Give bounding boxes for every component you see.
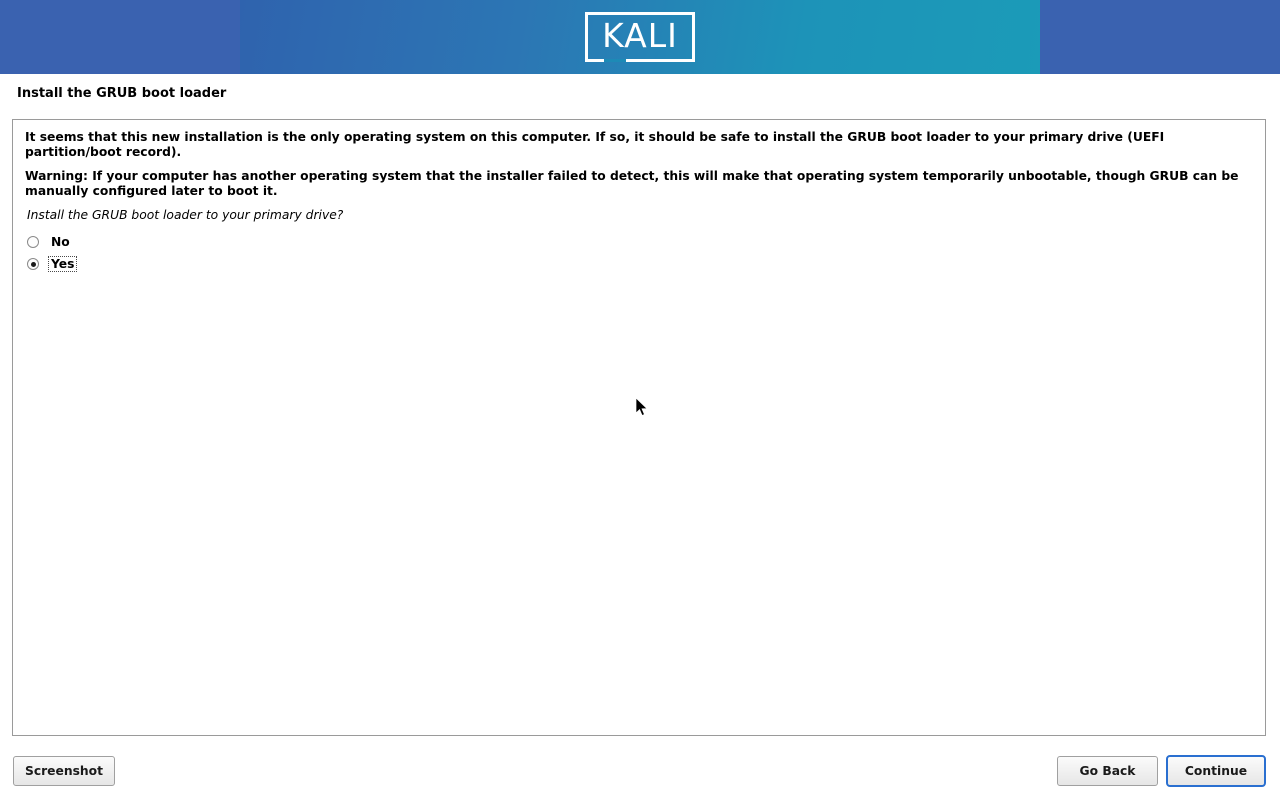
go-back-button[interactable]: Go Back xyxy=(1057,756,1158,786)
radio-button-no-icon[interactable] xyxy=(27,236,39,248)
continue-button[interactable]: Continue xyxy=(1166,755,1266,787)
kali-logo xyxy=(0,0,1280,74)
radio-option-yes[interactable] xyxy=(27,253,1253,275)
kali-logo-text: KALI xyxy=(585,12,695,62)
kali-banner xyxy=(0,0,1280,74)
info-paragraph: It seems that this new installation is the only operating system on this computer. If so, it should be safe to install the GRUB boot loader to your primary drive (UEFI partition/boot record). xyxy=(25,130,1165,159)
radio-label-yes[interactable]: Yes xyxy=(48,256,77,272)
content-panel xyxy=(12,119,1266,736)
content-panel-inner xyxy=(13,120,1265,275)
warning-paragraph: Warning: If your computer has another operating system that the installer failed to detect, this will make that operating system temporarily unbootable, though GRUB can be manually configured later to boot it. xyxy=(25,169,1239,198)
radio-label-no[interactable]: No xyxy=(51,235,70,249)
radio-option-no[interactable] xyxy=(27,231,1253,253)
page-title: Install the GRUB boot loader xyxy=(17,86,227,101)
radio-button-yes-icon[interactable] xyxy=(27,258,39,270)
screenshot-button[interactable]: Screenshot xyxy=(13,756,115,786)
question-label: Install the GRUB boot loader to your primary drive? xyxy=(27,208,344,222)
